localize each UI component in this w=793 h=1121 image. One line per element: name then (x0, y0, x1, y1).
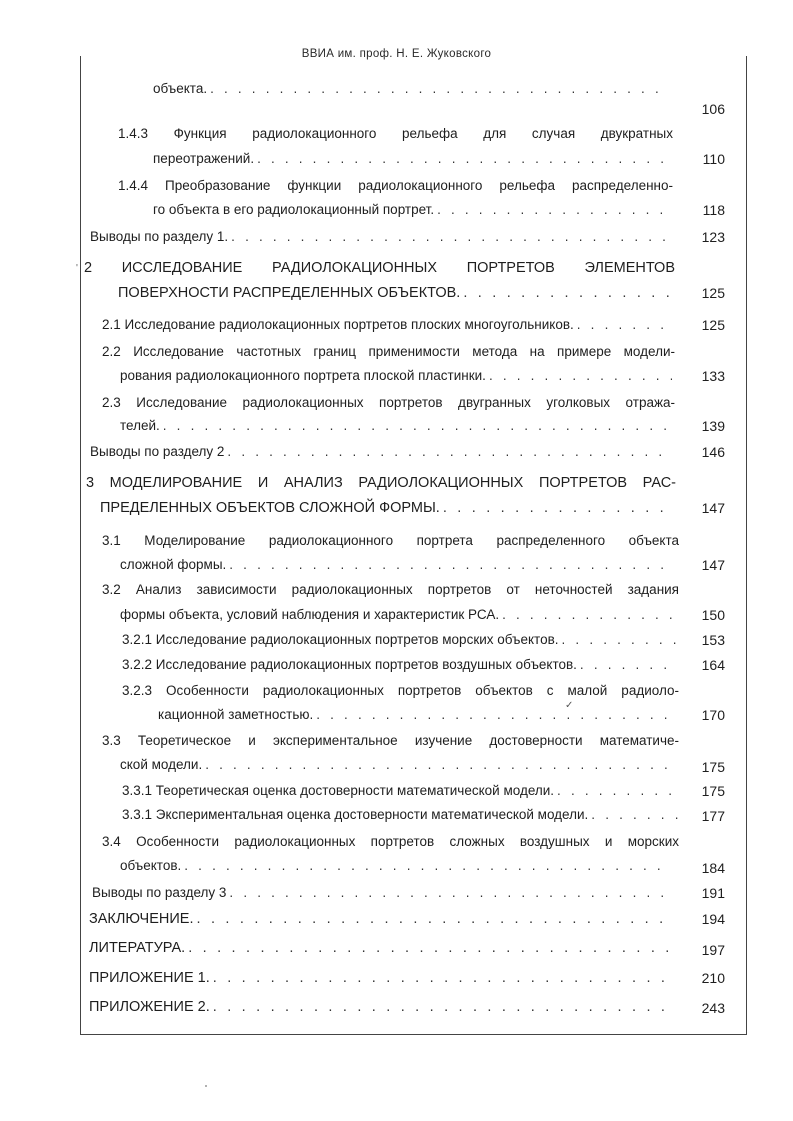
toc-line: ЛИТЕРАТУРА. . . . (89, 938, 672, 958)
toc-page-number: 194 (701, 911, 725, 927)
toc-page-number: 184 (701, 860, 725, 876)
toc-page-number: 150 (701, 607, 725, 623)
toc-page-number: 110 (702, 151, 725, 167)
toc-page-number: 125 (701, 285, 725, 301)
toc-page-number: 164 (701, 657, 725, 673)
toc-page-number: 118 (702, 202, 725, 218)
toc-page-number: 177 (701, 808, 725, 824)
toc-line: 3.3.1 Экспериментальная оценка достоверности математической модели. . . . (122, 805, 678, 825)
toc-page-number: 123 (701, 229, 725, 245)
toc-page-number: 106 (701, 101, 725, 117)
toc-chapter-line: ПОВЕРХНОСТИ РАСПРЕДЕЛЕННЫХ ОБЪЕКТОВ. . . . (118, 283, 670, 303)
toc-line: 2.3 Исследование радиолокационных портретов двугранных уголковых отража- (102, 395, 675, 410)
toc-line: ской модели. . . . (120, 755, 672, 775)
toc-page-number: 210 (701, 970, 725, 986)
toc-line: Выводы по разделу 2 . . . (90, 442, 670, 462)
toc-page-number: 197 (701, 942, 725, 958)
toc-line: 3.2.1 Исследование радиолокационных портретов морских объектов. . . . (122, 630, 676, 650)
toc-line: 3.3.1 Теоретическая оценка достоверности математической модели. . . . (122, 781, 676, 801)
toc-page-number: 153 (701, 632, 725, 648)
toc-line: ПРИЛОЖЕНИЕ 2. . . . (89, 997, 672, 1017)
toc-page-number: 133 (701, 368, 725, 384)
toc-line: сложной формы. . . . (120, 555, 672, 575)
toc-line: 2.2 Исследование частотных границ применимости метода на примере модели- (102, 344, 675, 359)
toc-page-number: 175 (701, 759, 725, 775)
toc-page-number: 191 (701, 885, 725, 901)
toc-line: Выводы по разделу 3 . . . (92, 883, 672, 903)
toc-chapter-line: 2 ИССЛЕДОВАНИЕ РАДИОЛОКАЦИОННЫХ ПОРТРЕТОВ ЭЛЕМЕНТОВ (84, 260, 675, 276)
toc-page-number: 125 (701, 317, 725, 333)
toc-page-number: 147 (701, 500, 725, 516)
toc-line: кационной заметностью. . . . (158, 705, 672, 725)
toc-page-number: 243 (701, 1000, 725, 1016)
toc-page-number: 170 (701, 707, 725, 723)
pencil-tick-mark: ✓ (565, 700, 574, 711)
toc-page-number: 175 (701, 783, 725, 799)
toc-line: 1.4.3 Функция радиолокационного рельефа для случая двукратных (118, 126, 673, 141)
toc-page-number: 139 (701, 418, 725, 434)
toc-line: 3.2 Анализ зависимости радиолокационных портретов от неточностей задания (102, 582, 679, 597)
toc-line: ПРИЛОЖЕНИЕ 1. . . . (89, 968, 672, 988)
toc-chapter-line: ПРЕДЕЛЕННЫХ ОБЪЕКТОВ СЛОЖНОЙ ФОРМЫ. . . . (100, 498, 672, 518)
toc-line: 3.2.3 Особенности радиолокационных портретов объектов с малой радиоло- (122, 683, 679, 698)
running-header: ВВИА им. проф. Н. Е. Жуковского (301, 48, 492, 60)
toc-line: 2.1 Исследование радиолокационных портретов плоских многоугольников. . . . (102, 315, 672, 335)
toc-line: 3.3 Теоретическое и экспериментальное изучение достоверности математиче- (102, 733, 679, 748)
toc-line: Выводы по разделу 1. . . . (90, 227, 670, 247)
toc-line: рования радиолокационного портрета плоской пластинки. . . . (120, 366, 672, 386)
toc-line: 3.2.2 Исследование радиолокационных портретов воздушных объектов. . . . (122, 655, 676, 675)
toc-line: телей. . . . (120, 416, 672, 436)
margin-mark: ' (76, 263, 78, 274)
toc-line: 1.4.4 Преобразование функции радиолокационного рельефа распределенно- (118, 178, 673, 193)
toc-line: ЗАКЛЮЧЕНИЕ. . . . (89, 909, 672, 929)
toc-line: объекта. . . . (153, 79, 668, 99)
toc-line: переотражений. . . . (153, 149, 668, 169)
toc-line: 3.1 Моделирование радиолокационного портрета распределенного объекта (102, 533, 679, 548)
toc-line: формы объекта, условий наблюдения и характеристик РСА. . . . (120, 605, 672, 625)
toc-line: го объекта в его радиолокационный портрет. . . . (153, 200, 668, 220)
toc-page-number: 146 (701, 444, 725, 460)
scan-speck (205, 1085, 207, 1087)
toc-page-number: 147 (701, 557, 725, 573)
toc-line: 3.4 Особенности радиолокационных портретов сложных воздушных и морских (102, 834, 679, 849)
toc-line: объектов. . . . (120, 856, 672, 876)
toc-chapter-line: 3 МОДЕЛИРОВАНИЕ И АНАЛИЗ РАДИОЛОКАЦИОННЫХ ПОРТРЕТОВ РАС- (86, 475, 676, 491)
